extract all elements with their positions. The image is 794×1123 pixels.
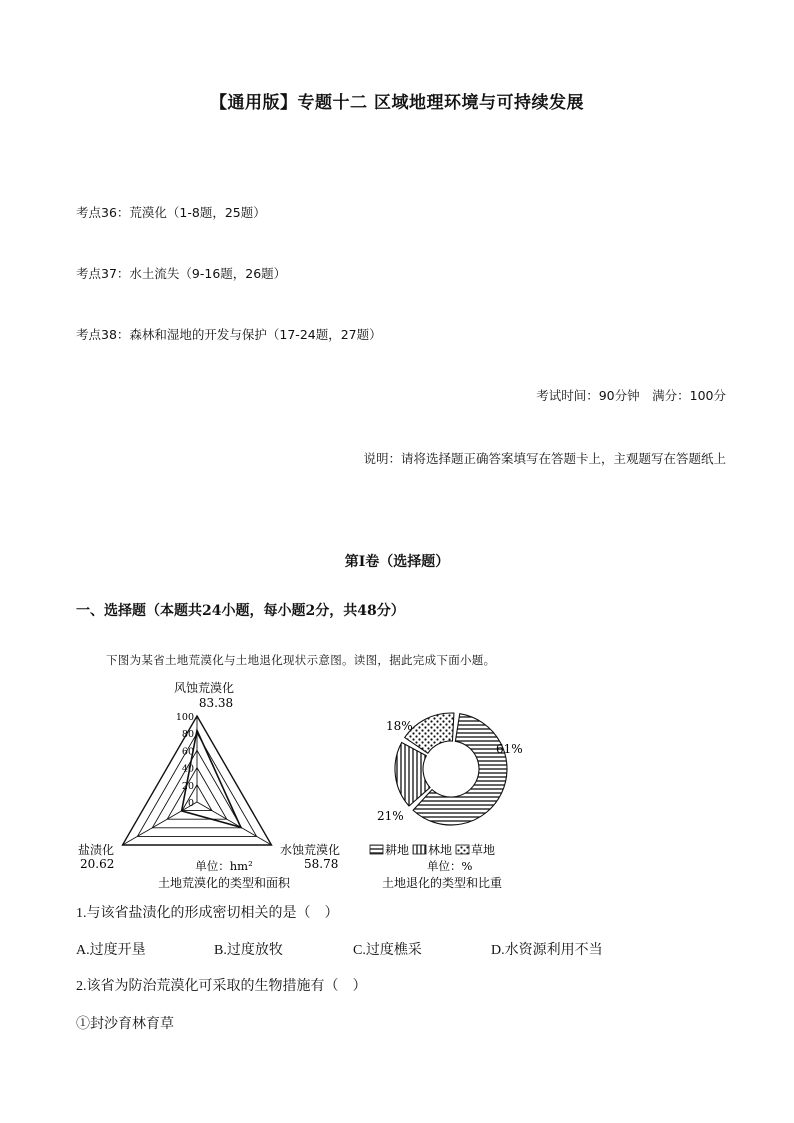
exam-info: 考试时间：90分钟 满分：100分 [536, 388, 726, 403]
radar-tick-label: 80 [181, 729, 194, 741]
slice-label-farmland: 61% [496, 742, 523, 756]
radar-unit-label: 单位：hm² [195, 859, 253, 873]
axis-label-water: 水蚀荒漠化 [280, 843, 341, 857]
q1-option-b[interactable]: B.过度放牧 [214, 943, 283, 958]
donut-chart [370, 713, 523, 890]
radar-grid [123, 716, 272, 845]
legend-label-forest: 林地 [428, 843, 453, 857]
kaodian-36: 考点36：荒漠化（1-8题，25题） [76, 205, 266, 220]
figure [76, 672, 546, 894]
radar-axis-line [197, 802, 271, 845]
question-header: 一、选择题（本题共24小题，每小题2分，共48分） [76, 603, 405, 619]
radar-caption: 土地荒漠化的类型和面积 [157, 876, 291, 890]
q1-option-a[interactable]: A.过度开垦 [76, 943, 146, 958]
axis-label-salt: 盐渍化 [78, 843, 115, 857]
slice-label-grass: 18% [386, 719, 413, 733]
radar-tick-label: 40 [181, 763, 194, 775]
section-title: 第Ⅰ卷（选择题） [344, 554, 450, 570]
radar-tick-label: 0 [187, 798, 194, 809]
donut-caption: 土地退化的类型和比重 [382, 876, 503, 890]
radar-tick-label: 20 [181, 780, 194, 792]
legend-label-grass: 草地 [471, 843, 496, 857]
radar-axis-line [123, 802, 197, 845]
value-label-salt: 20.62 [80, 857, 115, 871]
donut-slice-forest [395, 743, 430, 806]
figure-intro: 下图为某省土地荒漠化与土地退化现状示意图。读图，据此完成下面小题。 [106, 653, 496, 667]
kaodian-37: 考点37：水土流失（9-16题，26题） [76, 266, 287, 281]
document-title: 【通用版】专题十二 区域地理环境与可持续发展 [210, 93, 584, 113]
kaodian-38: 考点38：森林和湿地的开发与保护（17-24题，27题） [76, 327, 382, 342]
q1-option-d[interactable]: D.水资源利用不当 [491, 943, 603, 958]
q2-item-1: ①封沙育林育草 [76, 1017, 174, 1032]
axis-label-wind: 风蚀荒漠化 [173, 681, 235, 695]
legend [370, 842, 495, 857]
question-2-stem: 2.该省为防治荒漠化可采取的生物措施有（ ） [76, 979, 367, 994]
legend-swatch-grass [456, 845, 469, 854]
radar-tick-label: 60 [181, 746, 194, 758]
question-1-stem: 1.与该省盐渍化的形成密切相关的是（ ） [76, 906, 339, 921]
value-label-wind: 83.38 [198, 696, 234, 710]
q1-option-c[interactable]: C.过度樵采 [353, 943, 422, 958]
legend-swatch-forest [413, 845, 426, 854]
donut-unit-label: 单位：% [427, 859, 473, 873]
value-label-water: 58.78 [304, 857, 339, 871]
radar-chart [78, 680, 340, 890]
legend-swatch-farmland [370, 845, 383, 854]
slice-label-forest: 21% [377, 809, 404, 823]
radar-tick-label: 100 [175, 712, 194, 723]
legend-label-farmland: 耕地 [385, 843, 410, 857]
instructions: 说明：请将选择题正确答案填写在答题卡上，主观题写在答题纸上 [363, 451, 726, 466]
